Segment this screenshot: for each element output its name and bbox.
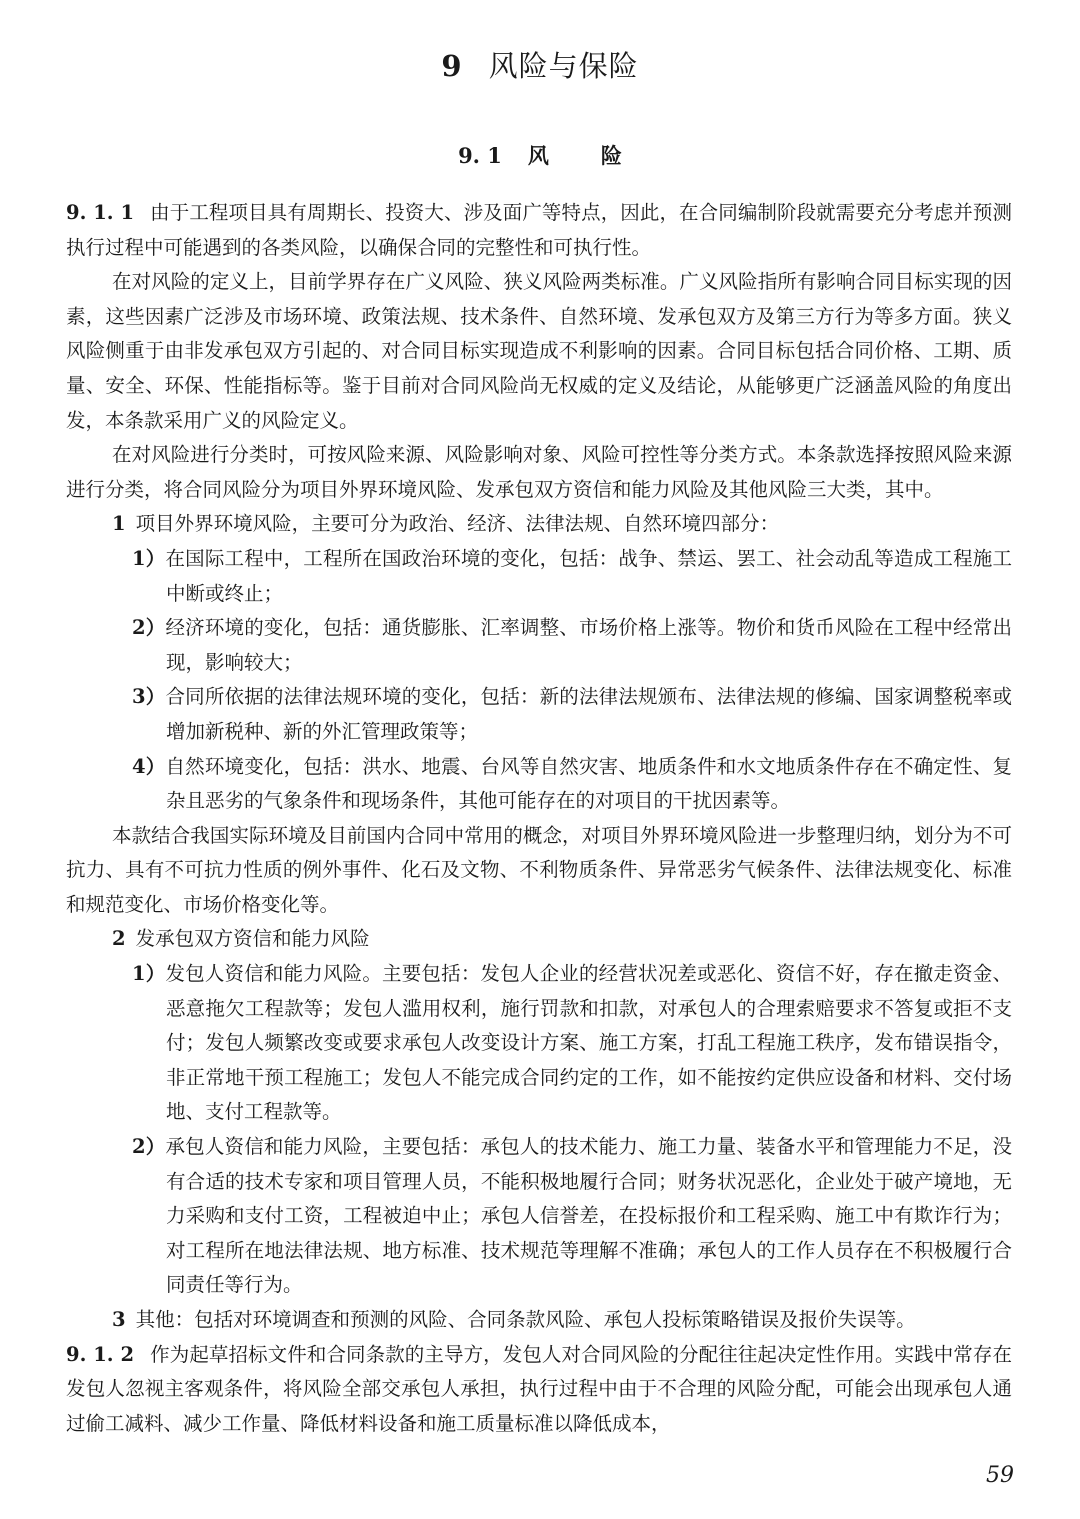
sub-item-number: 2） [132,1135,166,1159]
sub-item-text: 发包人资信和能力风险。主要包括：发包人企业的经营状况差或恶化、资信不好，存在撤走资金、恶意拖欠工程款等；发包人滥用权利，施行罚款和扣款，对承包人的合理索赔要求不答复或拒不支付；发包人频繁改变或要求承包人改变设计方案、施工方案，打乱工程施工秩序，发布错误指令，非正常地干预工程施工；发包人不能完成合同约定的工作，如不能按约定供应设备和材料、交付场地、支付工程款等。 [165,962,1012,1124]
sub-item-text: 承包人资信和能力风险，主要包括：承包人的技术能力、施工力量、装备水平和管理能力不足，没有合适的技术专家和项目管理人员，不能积极地履行合同；财务状况恶化，企业处于破产境地，无力采购和支付工资，工程被迫中止；承包人信誉差，在投标报价和工程采购、施工中有欺诈行为；对工程所在地法律法规、地方标准、技术规范等理解不准确；承包人的工作人员存在不积极履行合同责任等行为。 [165,1135,1012,1297]
sub-item-number: 1） [132,962,166,986]
section-title-char-2: 险 [600,143,622,168]
item-number: 3 [112,1308,126,1331]
sub-item [66,957,1012,1130]
item-number: 1 [112,512,126,536]
chapter-number: 9 [441,49,463,83]
list-item-1 [66,507,1012,542]
sub-item-number: 3） [132,685,166,709]
clause-number: 9. 1. 2 [66,1342,135,1366]
sub-item-number: 1） [132,546,166,570]
list-item-3 [66,1303,1012,1338]
item-number: 2 [112,927,126,951]
item-text: 其他：包括对环境调查和预测的风险、合同条款风险、承包人投标策略错误及报价失误等。 [135,1308,916,1331]
sub-item-number: 4） [132,754,166,778]
sub-item-text: 合同所依据的法律法规环境的变化，包括：新的法律法规颁布、法律法规的修编、国家调整税率或增加新税种、新的外汇管理政策等； [165,685,1012,743]
sub-item [66,1130,1012,1303]
paragraph-risk-classification: 在对风险进行分类时，可按风险来源、风险影响对象、风险可控性等分类方式。本条款选择按照风险来源进行分类，将合同风险分为项目外界环境风险、发承包双方资信和能力风险及其他风险三大类，其中。 [66,443,1012,501]
sub-item-text: 经济环境的变化，包括：通货膨胀、汇率调整、市场价格上涨等。物价和货币风险在工程中经常出现，影响较大； [165,616,1012,674]
sub-item [66,680,1012,749]
page-number: 59 [986,1463,1014,1488]
clause-9-1-2 [66,1338,1012,1442]
item-text: 项目外界环境风险，主要可分为政治、经济、法律法规、自然环境四部分： [135,512,780,536]
section-title-char-1: 风 [527,143,549,168]
paragraph-summary: 本款结合我国实际环境及目前国内合同中常用的概念，对项目外界环境风险进一步整理归纳，划分为不可抗力、具有不可抗力性质的例外事件、化石及文物、不利物质条件、异常恶劣气候条件、法律法规变化、标准和规范变化、市场价格变化等。 [66,823,1012,916]
body-text [66,196,1012,1441]
clause-9-1-1 [66,196,1012,265]
sub-item [66,750,1012,819]
sub-item [66,611,1012,680]
section-number: 9. 1 [458,143,502,168]
sub-item-text: 自然环境变化，包括：洪水、地震、台风等自然灾害、地质条件和水文地质条件存在不确定性、复杂且恶劣的气象条件和现场条件，其他可能存在的对项目的干扰因素等。 [165,754,1012,813]
clause-text: 由于工程项目具有周期长、投资大、涉及面广等特点，因此，在合同编制阶段就需要充分考虑并预测执行过程中可能遇到的各类风险，以确保合同的完整性和可执行性。 [66,201,1012,259]
clause-number: 9. 1. 1 [66,201,135,224]
sub-item [66,542,1012,611]
chapter-name: 风险与保险 [488,49,639,83]
list-item-2 [66,922,1012,957]
sub-item-number: 2） [132,616,166,640]
sub-item-text: 在国际工程中，工程所在国政治环境的变化，包括：战争、禁运、罢工、社会动乱等造成工程施工中断或终止； [165,546,1012,605]
clause-text: 作为起草招标文件和合同条款的主导方，发包人对合同风险的分配往往起决定性作用。实践中常存在发包人忽视主客观条件，将风险全部交承包人承担，执行过程中由于不合理的风险分配，可能会出现承包人通过偷工减料、减少工作量、降低材料设备和施工质量标准以降低成本， [66,1342,1012,1435]
section-title [0,140,1080,170]
chapter-title [0,44,1080,85]
item-text: 发承包双方资信和能力风险 [135,927,370,951]
paragraph-risk-definition: 在对风险的定义上，目前学界存在广义风险、狭义风险两类标准。广义风险指所有影响合同目标实现的因素，这些因素广泛涉及市场环境、政策法规、技术条件、自然环境、发承包双方及第三方行为等多方面。狭义风险侧重于由非发承包双方引起的、对合同目标实现造成不利影响的因素。合同目标包括合同价格、工期、质量、安全、环保、性能指标等。鉴于目前对合同风险尚无权威的定义及结论，从能够更广泛涵盖风险的角度出发，本条款采用广义的风险定义。 [66,270,1012,432]
